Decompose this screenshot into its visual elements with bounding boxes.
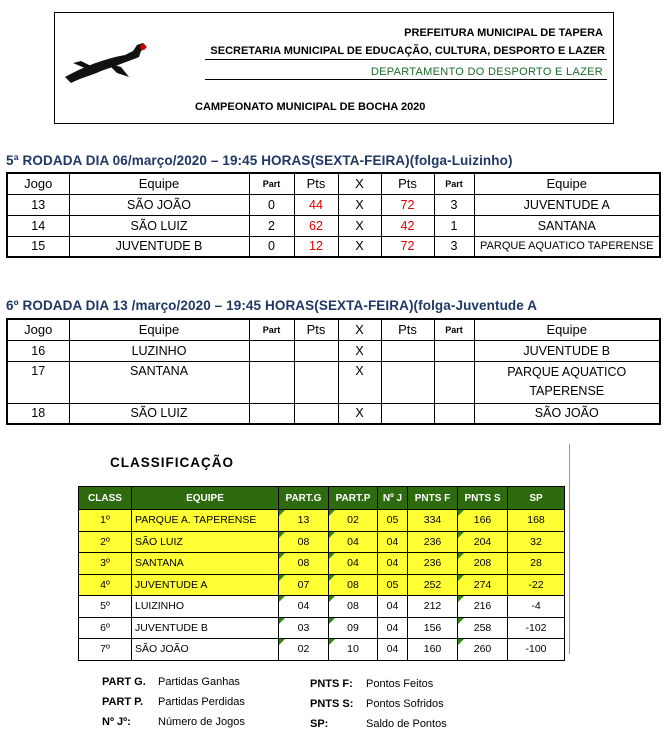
- away-team: SANTANA: [474, 215, 660, 236]
- classification-table: [78, 486, 565, 661]
- sp-value: -4: [508, 596, 565, 618]
- pnts-f: 334: [408, 510, 458, 532]
- round6-table: [6, 318, 661, 425]
- pnts-f: 160: [408, 639, 458, 661]
- home-team: SÃO LUIZ: [69, 403, 249, 424]
- away-team-line-2: TAPERENSE: [529, 384, 605, 398]
- part-p: 02: [329, 510, 378, 532]
- part-g: 03: [279, 617, 329, 639]
- num-jogos: 04: [378, 617, 408, 639]
- legend-desc: Partidas Ganhas: [158, 676, 240, 688]
- pnts-s: 166: [458, 510, 508, 532]
- col-pts: Pts: [294, 173, 338, 194]
- col-equipe: Equipe: [69, 173, 249, 194]
- table-row: [7, 215, 660, 236]
- header-line-2: SECRETARIA MUNICIPAL DE EDUCAÇÃO, CULTURA, DESPORTO E LAZER: [210, 45, 605, 57]
- table-row: [7, 194, 660, 215]
- legend-right: [310, 678, 447, 738]
- num-jogos: 04: [378, 531, 408, 553]
- away-part: 3: [434, 236, 474, 257]
- col-part: Part: [434, 319, 474, 340]
- away-team: JUVENTUDE B: [474, 340, 660, 361]
- pnts-f: 252: [408, 574, 458, 596]
- col-class: CLASS: [79, 487, 132, 510]
- pnts-f: 156: [408, 617, 458, 639]
- home-pts: 62: [294, 215, 338, 236]
- header-box: [54, 12, 614, 124]
- team-name: SÃO LUIZ: [132, 531, 279, 553]
- home-team: JUVENTUDE B: [69, 236, 249, 257]
- table-row: [7, 361, 660, 403]
- col-pnts-f: PNTS F: [408, 487, 458, 510]
- legend-key: PART G.: [102, 676, 146, 688]
- home-team: SANTANA: [69, 361, 249, 403]
- part-g: 08: [279, 553, 329, 575]
- versus: X: [338, 340, 381, 361]
- part-p: 08: [329, 596, 378, 618]
- game-number: 16: [7, 340, 69, 361]
- part-p: 10: [329, 639, 378, 661]
- col-pts: Pts: [294, 319, 338, 340]
- table-row: [7, 340, 660, 361]
- legend-key: Nº Jº:: [102, 716, 131, 728]
- away-team: JUVENTUDE A: [474, 194, 660, 215]
- part-g: 08: [279, 531, 329, 553]
- pnts-s: 204: [458, 531, 508, 553]
- legend-desc: Pontos Sofridos: [366, 698, 444, 710]
- championship-title: CAMPEONATO MUNICIPAL DE BOCHA 2020: [195, 101, 426, 113]
- team-name: PARQUE A. TAPERENSE: [132, 510, 279, 532]
- num-jogos: 05: [378, 574, 408, 596]
- versus: X: [338, 403, 381, 424]
- col-jogo: Jogo: [7, 319, 69, 340]
- game-number: 14: [7, 215, 69, 236]
- sp-value: 32: [508, 531, 565, 553]
- col-x: X: [338, 319, 381, 340]
- pnts-f: 236: [408, 553, 458, 575]
- team-name: JUVENTUDE B: [132, 617, 279, 639]
- header-line-1: PREFEITURA MUNICIPAL DE TAPERA: [404, 27, 603, 39]
- table-row: [79, 531, 565, 553]
- home-pts: 44: [294, 194, 338, 215]
- col-equipe: EQUIPE: [132, 487, 279, 510]
- home-team: SÃO LUIZ: [69, 215, 249, 236]
- classification-title: CLASSIFICAÇÃO: [110, 455, 234, 470]
- away-team: SÃO JOÃO: [474, 403, 660, 424]
- col-pts: Pts: [381, 319, 434, 340]
- team-name: JUVENTUDE A: [132, 574, 279, 596]
- sp-value: -22: [508, 574, 565, 596]
- away-pts: 42: [381, 215, 434, 236]
- num-jogos: 04: [378, 596, 408, 618]
- header-line-3: DEPARTAMENTO DO DESPORTO E LAZER: [370, 66, 603, 78]
- home-team: LUZINHO: [69, 340, 249, 361]
- pnts-f: 236: [408, 531, 458, 553]
- class-position: 5º: [79, 596, 132, 618]
- class-position: 7º: [79, 639, 132, 661]
- col-pnts-s: PNTS S: [458, 487, 508, 510]
- team-name: SÃO JOÃO: [132, 639, 279, 661]
- game-number: 18: [7, 403, 69, 424]
- legend-desc: Pontos Feitos: [366, 678, 434, 690]
- round6-title: 6º RODADA DIA 13 /março/2020 – 19:45 HORAS(SEXTA-FEIRA)(folga-Juventude A: [6, 298, 538, 313]
- col-sp: SP: [508, 487, 565, 510]
- round5-table: [6, 172, 661, 258]
- home-part: 0: [249, 194, 294, 215]
- table-row: [79, 510, 565, 532]
- class-position: 1º: [79, 510, 132, 532]
- legend-key: SP:: [310, 718, 329, 730]
- part-g: 04: [279, 596, 329, 618]
- bocha-player-logo-icon: [63, 37, 153, 87]
- class-position: 3º: [79, 553, 132, 575]
- pnts-s: 260: [458, 639, 508, 661]
- class-position: 6º: [79, 617, 132, 639]
- table-row: [79, 639, 565, 661]
- home-pts: 12: [294, 236, 338, 257]
- round5-title: 5ª RODADA DIA 06/março/2020 – 19:45 HORAS(SEXTA-FEIRA)(folga-Luizinho): [6, 153, 513, 168]
- away-pts: 72: [381, 194, 434, 215]
- col-num-jogos: Nº J: [378, 487, 408, 510]
- legend-desc: Saldo de Pontos: [366, 718, 447, 730]
- team-name: SANTANA: [132, 553, 279, 575]
- home-part: 2: [249, 215, 294, 236]
- part-p: 04: [329, 553, 378, 575]
- away-team-line-1: PARQUE AQUATICO: [507, 365, 627, 379]
- col-pts: Pts: [381, 173, 434, 194]
- pnts-s: 258: [458, 617, 508, 639]
- col-equipe: Equipe: [474, 173, 660, 194]
- table-row: [79, 617, 565, 639]
- pnts-f: 212: [408, 596, 458, 618]
- home-part: 0: [249, 236, 294, 257]
- col-equipe: Equipe: [69, 319, 249, 340]
- legend-key: PNTS S:: [310, 698, 354, 710]
- legend-desc: Partidas Perdidas: [158, 696, 245, 708]
- table-row: [79, 574, 565, 596]
- versus: X: [338, 361, 381, 403]
- num-jogos: 05: [378, 510, 408, 532]
- col-jogo: Jogo: [7, 173, 69, 194]
- col-part: Part: [249, 319, 294, 340]
- away-team: [474, 361, 660, 403]
- header-divider: [205, 59, 607, 60]
- sp-value: -100: [508, 639, 565, 661]
- sp-value: -102: [508, 617, 565, 639]
- versus: X: [338, 194, 381, 215]
- part-p: 09: [329, 617, 378, 639]
- pnts-s: 274: [458, 574, 508, 596]
- num-jogos: 04: [378, 553, 408, 575]
- col-part: Part: [249, 173, 294, 194]
- away-part: 1: [434, 215, 474, 236]
- vertical-divider: [569, 444, 570, 654]
- sp-value: 168: [508, 510, 565, 532]
- table-row: [7, 403, 660, 424]
- legend-left: [102, 676, 245, 736]
- part-g: 02: [279, 639, 329, 661]
- versus: X: [338, 215, 381, 236]
- home-team: SÃO JOÃO: [69, 194, 249, 215]
- part-g: 13: [279, 510, 329, 532]
- legend-desc: Número de Jogos: [158, 716, 245, 728]
- class-position: 2º: [79, 531, 132, 553]
- header-divider: [205, 79, 607, 80]
- col-part-g: PART.G: [279, 487, 329, 510]
- col-equipe: Equipe: [474, 319, 660, 340]
- col-part-p: PART.P: [329, 487, 378, 510]
- part-g: 07: [279, 574, 329, 596]
- col-part: Part: [434, 173, 474, 194]
- col-x: X: [338, 173, 381, 194]
- away-team: PARQUE AQUATICO TAPERENSE: [474, 236, 660, 257]
- pnts-s: 216: [458, 596, 508, 618]
- versus: X: [338, 236, 381, 257]
- game-number: 15: [7, 236, 69, 257]
- pnts-s: 208: [458, 553, 508, 575]
- sp-value: 28: [508, 553, 565, 575]
- legend-key: PNTS F:: [310, 678, 353, 690]
- legend-key: PART P.: [102, 696, 144, 708]
- table-row: [79, 596, 565, 618]
- num-jogos: 04: [378, 639, 408, 661]
- part-p: 04: [329, 531, 378, 553]
- class-position: 4º: [79, 574, 132, 596]
- team-name: LUIZINHO: [132, 596, 279, 618]
- away-part: 3: [434, 194, 474, 215]
- part-p: 08: [329, 574, 378, 596]
- table-row: [79, 553, 565, 575]
- game-number: 17: [7, 361, 69, 403]
- away-pts: 72: [381, 236, 434, 257]
- table-row: [7, 236, 660, 257]
- game-number: 13: [7, 194, 69, 215]
